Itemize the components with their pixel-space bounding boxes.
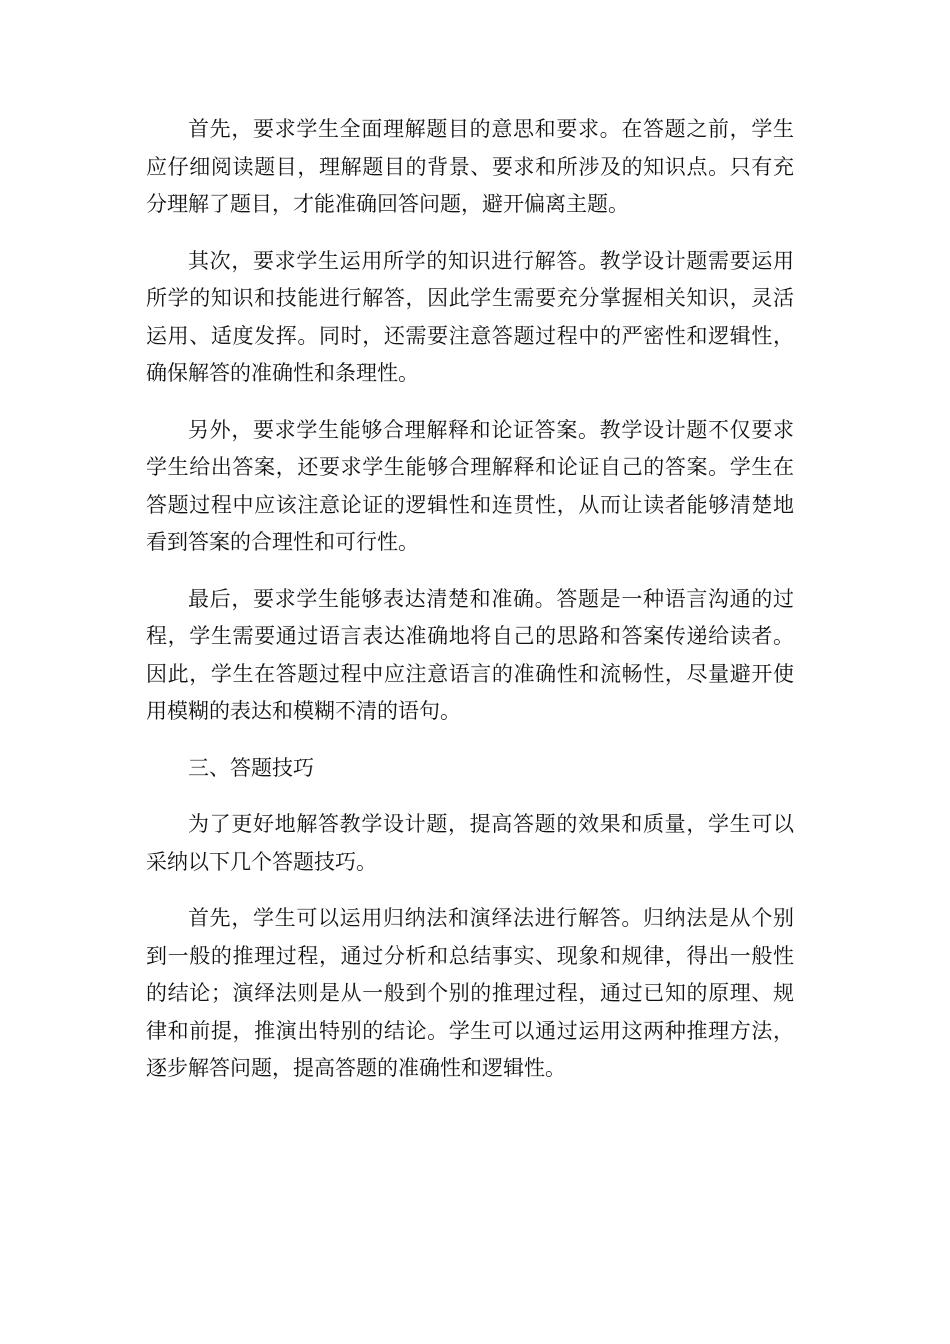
paragraph-understand-question: 首先，要求学生全面理解题目的意思和要求。在答题之前，学生应仔细阅读题目，理解题目的背景、要求和所涉及的知识点。只有充分理解了题目，才能准确回答问题，避开偏离主题。	[146, 117, 794, 216]
paragraph-express-clearly: 最后，要求学生能够表达清楚和准确。答题是一种语言沟通的过程，学生需要通过语言表达准确地将自己的思路和答案传递给读者。因此，学生在答题过程中应注意语言的准确性和流畅性，尽量避开使用模糊的表达和模糊不清的语句。	[146, 586, 794, 723]
section-heading-answer-tips: 三、答题技巧	[188, 755, 314, 780]
paragraph-explain-answer: 另外，要求学生能够合理解释和论证答案。教学设计题不仅要求学生给出答案，还要求学生能够合理解释和论证自己的答案。学生在答题过程中应该注意论证的逻辑性和连贯性，从而让读者能够清楚地看到答案的合理性和可行性。	[146, 417, 794, 554]
paragraph-tips-intro: 为了更好地解答教学设计题，提高答题的效果和质量，学生可以采纳以下几个答题技巧。	[146, 812, 794, 874]
paragraph-induction-deduction: 首先，学生可以运用归纳法和演绎法进行解答。归纳法是从个别到一般的推理过程，通过分析和总结事实、现象和规律，得出一般性的结论；演绎法则是从一般到个别的推理过程，通过已知的原理、规律和前提，推演出特别的结论。学生可以通过运用这两种推理方法，逐步解答问题，提高答题的准确性和逻辑性。	[146, 906, 794, 1080]
document-page	[146, 111, 794, 1107]
paragraph-apply-knowledge: 其次，要求学生运用所学的知识进行解答。教学设计题需要运用所学的知识和技能进行解答，因此学生需要充分掌握相关知识，灵活运用、适度发挥。同时，还需要注意答题过程中的严密性和逻辑性，确保解答的准确性和条理性。	[146, 248, 794, 385]
